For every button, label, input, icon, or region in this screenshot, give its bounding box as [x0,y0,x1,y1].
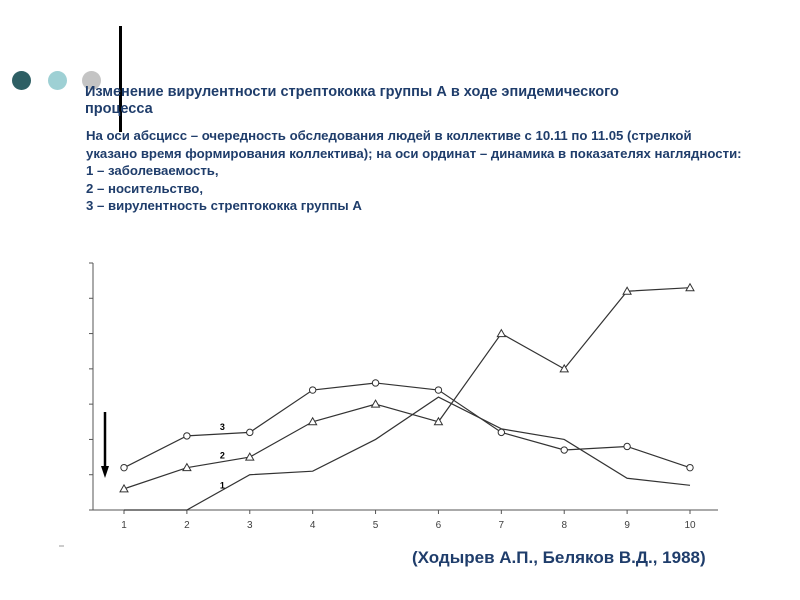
slide-description: На оси абсцисс – очередность обследования людей в коллективе с 10.11 по 11.05 (стрелкой указано время формирования коллектива); на оси ординат – динамика в показателях наглядности: 1 – заболеваемость, 2 – носительство, 3 – вирулентность стрептококка группы А [86,128,742,213]
x-tick-label: 3 [246,520,253,531]
series-point-circle [624,443,630,449]
x-tick-label: 2 [184,520,190,531]
x-tick-label: 9 [624,520,630,531]
series-point-circle [435,387,441,393]
x-tick-label: 1 [121,520,127,531]
x-tick-label: 4 [309,520,316,531]
series-point-circle [121,464,127,470]
series-label-2: 2 [219,450,225,461]
formation-arrow-head [101,466,109,478]
series-line-3 [124,383,690,468]
x-tick-label: 5 [372,520,379,531]
series-line-1 [124,397,690,510]
x-tick-label: 7 [498,520,505,531]
series-label-3: 3 [219,422,225,433]
x-tick-label: 6 [435,520,442,531]
series-point-circle [372,380,378,386]
series-point-triangle [246,453,254,460]
series-point-circle [687,464,693,470]
series-label-1: 1 [219,480,225,491]
x-tick-label: 8 [561,520,568,531]
slide-title: Изменение вирулентности стрептококка группы А в ходе эпидемического процесса [85,84,619,117]
series-point-circle [309,387,315,393]
series-point-triangle [372,400,380,407]
citation: (Ходырев А.П., Беляков В.Д., 1988) [412,548,706,567]
series-point-triangle [686,284,694,291]
series-point-circle [498,429,504,435]
series-point-triangle [497,330,505,337]
series-line-2 [124,288,690,489]
series-point-circle [561,447,567,453]
series-point-circle [184,433,190,439]
series-point-circle [247,429,253,435]
x-tick-label: 10 [684,520,696,531]
